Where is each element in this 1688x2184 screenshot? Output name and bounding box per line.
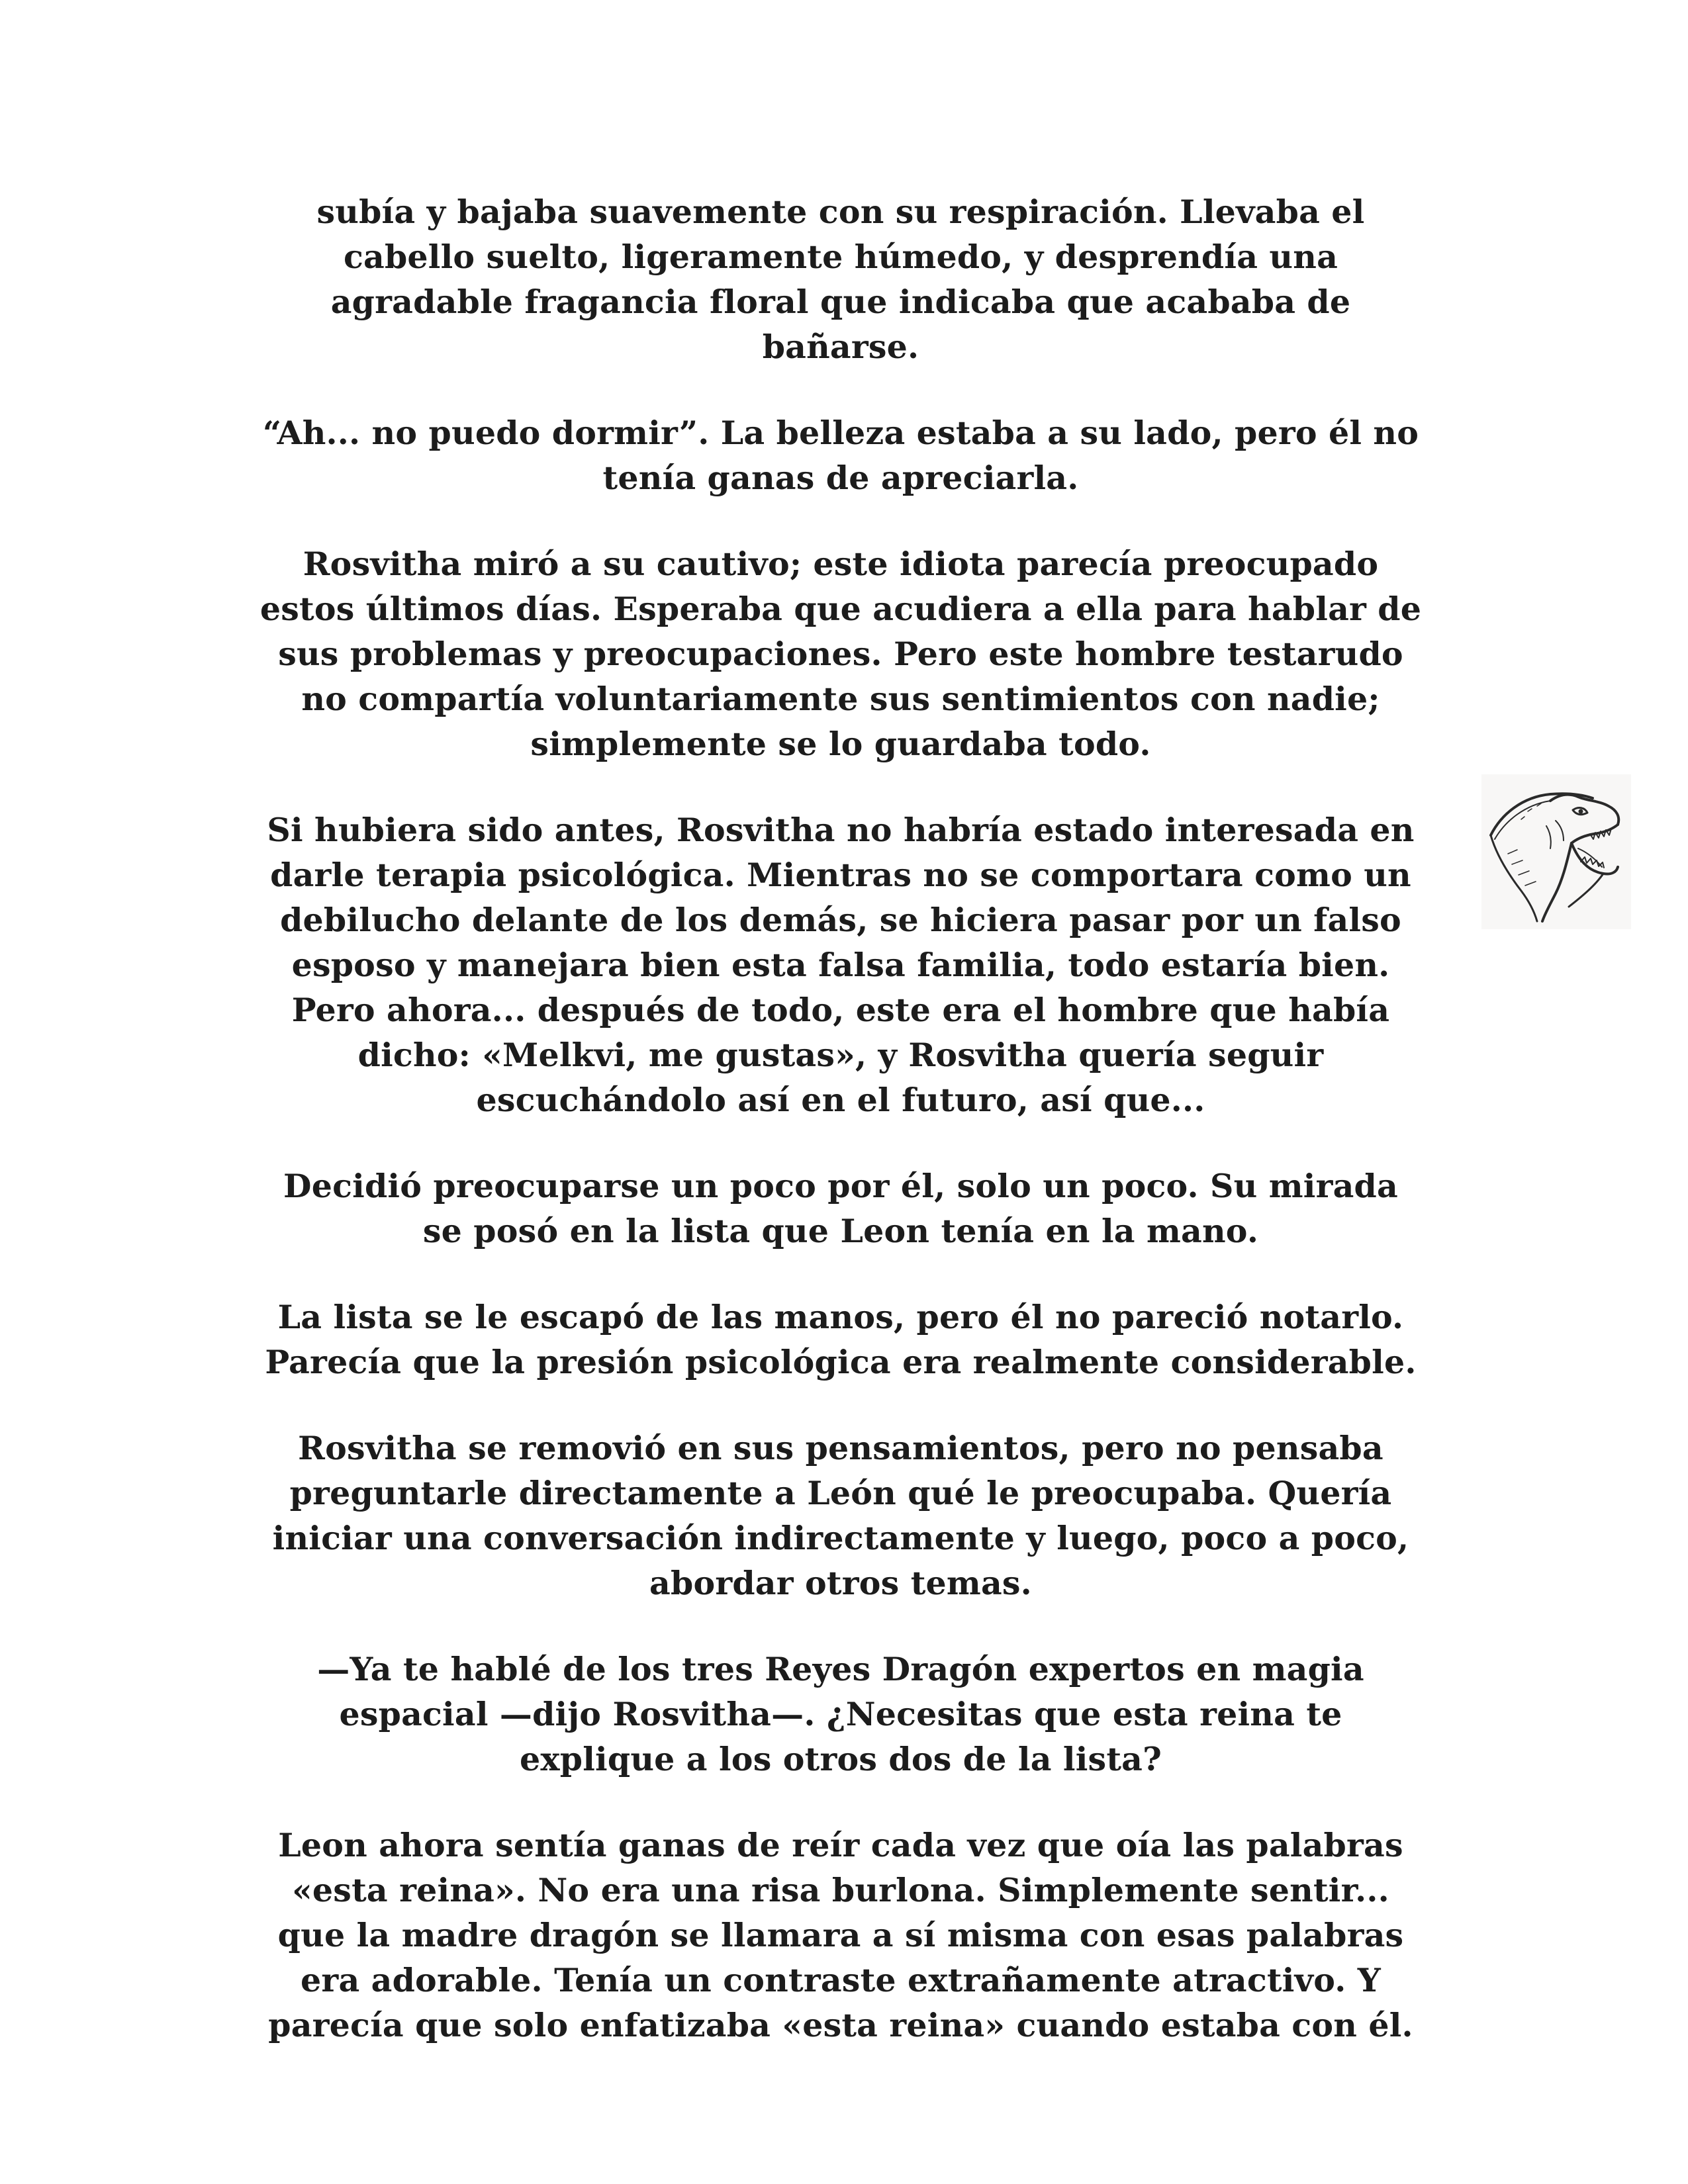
text-line: simplemente se lo guardaba todo. — [530, 725, 1151, 763]
text-line: debilucho delante de los demás, se hiciera pasar por un falso — [280, 901, 1401, 939]
text-line: tenía ganas de apreciarla. — [602, 459, 1079, 497]
text-line: Pero ahora... después de todo, este era el hombre que había — [291, 991, 1390, 1029]
text-line: —Ya te hablé de los tres Reyes Dragón expertos en magia — [317, 1650, 1364, 1688]
text-line: Parecía que la presión psicológica era realmente considerable. — [265, 1343, 1417, 1381]
text-line: dicho: «Melkvi, me gustas», y Rosvitha quería seguir — [357, 1036, 1324, 1074]
document-body — [225, 189, 1456, 2089]
paragraph-5 — [225, 1163, 1456, 1253]
text-line: que la madre dragón se llamara a sí misma con esas palabras — [277, 1916, 1404, 1954]
text-line: La lista se le escapó de las manos, pero él no pareció notarlo. — [277, 1298, 1404, 1336]
text-line: escuchándolo así en el futuro, así que... — [476, 1081, 1205, 1119]
text-line: bañarse. — [762, 328, 919, 366]
paragraph-2 — [225, 410, 1456, 500]
paragraph-3 — [225, 541, 1456, 766]
text-line: “Ah... no puedo dormir”. La belleza estaba a su lado, pero él no — [262, 414, 1419, 452]
dinosaur-sketch-decoration — [1481, 774, 1631, 929]
text-line: subía y bajaba suavemente con su respiración. Llevaba el — [316, 193, 1365, 231]
paragraph-4 — [225, 807, 1456, 1122]
paragraph-7 — [225, 1426, 1456, 1606]
text-line: cabello suelto, ligeramente húmedo, y desprendía una — [343, 238, 1338, 276]
paragraph-9 — [225, 1823, 1456, 2048]
dinosaur-head-icon — [1481, 774, 1631, 929]
text-line: parecía que solo enfatizaba «esta reina» cuando estaba con él. — [268, 2006, 1413, 2044]
text-line: estos últimos días. Esperaba que acudiera a ella para hablar de — [259, 590, 1422, 628]
text-line: Decidió preocuparse un poco por él, solo un poco. Su mirada — [283, 1167, 1398, 1205]
paragraph-6 — [225, 1295, 1456, 1385]
text-line: abordar otros temas. — [649, 1564, 1032, 1602]
text-line: darle terapia psicológica. Mientras no se comportara como un — [270, 856, 1411, 894]
text-line: era adorable. Tenía un contraste extrañamente atractivo. Y — [301, 1961, 1381, 1999]
paragraph-1 — [225, 189, 1456, 369]
text-line: no compartía voluntariamente sus sentimientos con nadie; — [301, 680, 1380, 718]
text-line: agradable fragancia floral que indicaba que acababa de — [330, 283, 1351, 321]
text-line: Si hubiera sido antes, Rosvitha no habría estado interesada en — [267, 811, 1415, 849]
text-line: Leon ahora sentía ganas de reír cada vez que oía las palabras — [278, 1826, 1403, 1864]
text-line: Rosvitha miró a su cautivo; este idiota parecía preocupado — [303, 545, 1379, 583]
text-line: «esta reina». No era una risa burlona. Simplemente sentir... — [292, 1871, 1389, 1909]
text-line: esposo y manejara bien esta falsa familia, todo estaría bien. — [291, 946, 1390, 984]
text-line: sus problemas y preocupaciones. Pero este hombre testarudo — [278, 635, 1403, 673]
text-line: Rosvitha se removió en sus pensamientos, pero no pensaba — [298, 1429, 1383, 1467]
text-line: iniciar una conversación indirectamente y luego, poco a poco, — [272, 1519, 1409, 1557]
text-line: espacial —dijo Rosvitha—. ¿Necesitas que esta reina te — [339, 1695, 1342, 1733]
text-line: se posó en la lista que Leon tenía en la mano. — [422, 1212, 1259, 1250]
text-line: explique a los otros dos de la lista? — [519, 1740, 1162, 1778]
text-line: preguntarle directamente a León qué le preocupaba. Quería — [289, 1474, 1392, 1512]
paragraph-8 — [225, 1647, 1456, 1782]
